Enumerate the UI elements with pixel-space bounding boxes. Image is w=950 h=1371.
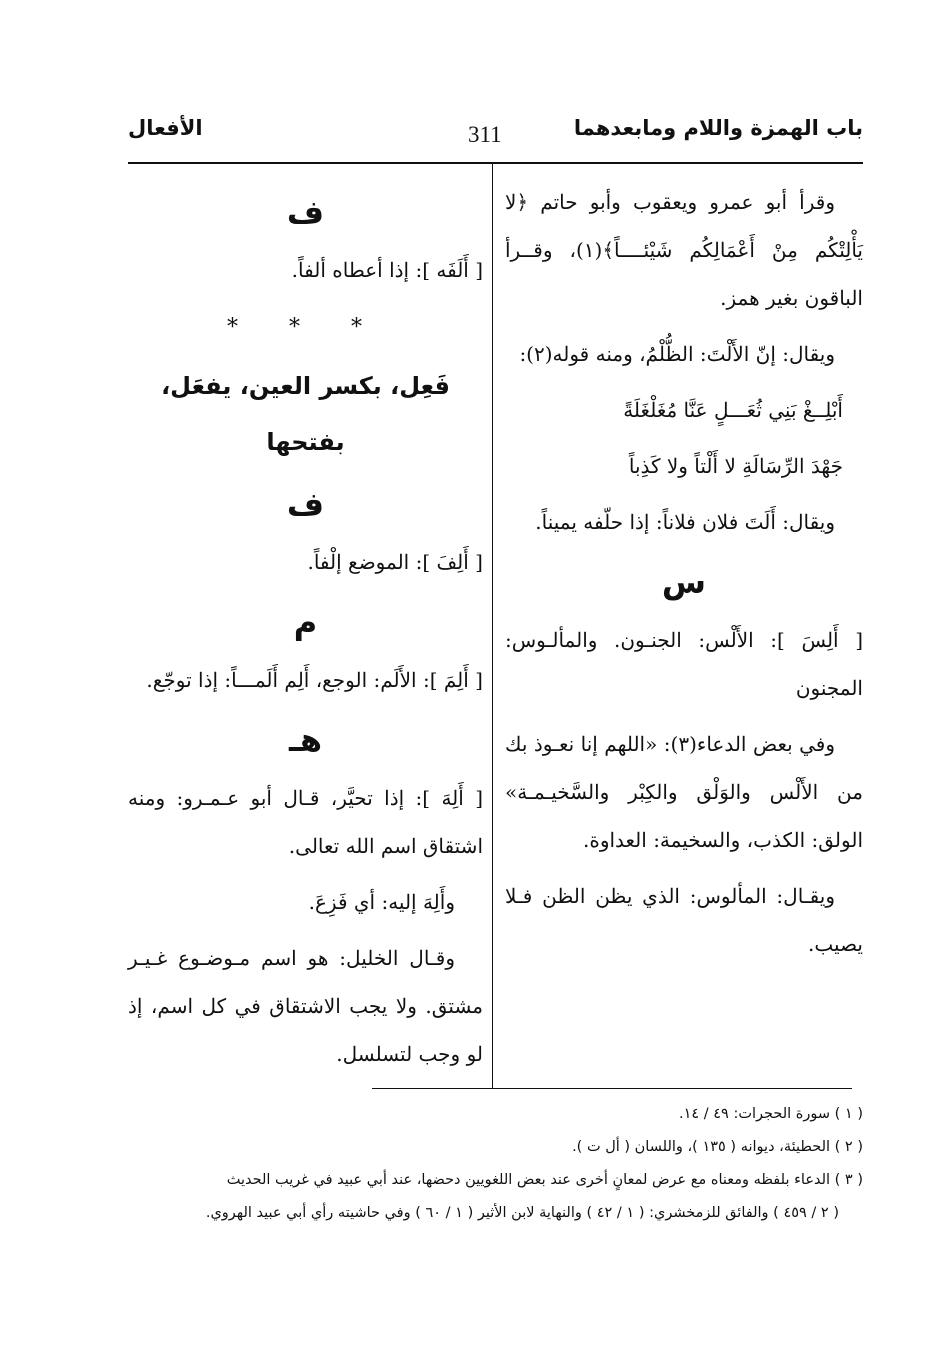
footnote-2: ( ٢ ) الحطيئة، ديوانه ( ١٣٥ )، واللسان ( أل ت ). [572,1139,863,1155]
footnotes [128,1098,863,1230]
entry-alafahu: [ أَلَفَه ]: إذا أعطاه ألفاً. [291,258,483,282]
letter-heading-sin: س [661,563,707,601]
entry-aliha: [ أَلِهَ ]: إذا تحيَّر، قـال أبو عـمـرو: ومنه اشتقاق اسم الله تعالى. [128,786,483,858]
section-separator-stars: * * * [227,315,384,340]
left-column [128,178,483,1086]
letter-heading-ha: هـ [288,721,323,759]
paragraph-maalus: ويقـال: المألوس: الذي يظن الظن فـلا يصيب. [505,884,863,956]
entry-alifa: [ أَلِفَ ]: الموضع إلْفاً. [307,550,483,574]
header-rule [128,162,863,164]
footnote-3: ( ٣ ) الدعاء بلفظه ومعناه مع عرض لمعانٍ أخرى عند بعض اللغويين دحضها، عند أبي عبيد في غريب الحديث [226,1172,863,1188]
paragraph-khalil: وقـال الخليل: هو اسم مـوضـوع غـيـر مشتق. ولا يجب الاشتقاق في كل اسم، إذ لو وجب لتسلسل. [128,946,483,1066]
entry-alima: [ أَلِمَ ]: الأَلَم: الوجع، أَلِم أَلَمـــاً: إذا توجّع. [146,668,483,692]
footnote-3-continuation: ( ٢ / ٤٥٩ ) والفائق للزمخشري: ( ١ / ٤٢ ) والنهاية لابن الأثير ( ١ / ٦٠ ) وفي حاشيته رأي أبي عبيد الهروي. [205,1205,839,1221]
chapter-title: باب الهمزة واللام ومابعدهما [573,116,863,140]
section-running-title: الأفعال [128,116,203,140]
paragraph-alata: ويقال: أَلَتَ فلان فلاناً: إذا حلّفه يميناً. [535,510,835,534]
footnote-1: ( ١ ) سورة الحجرات: ٤٩ / ١٤. [678,1106,863,1122]
paragraph-alt: ويقال: إنّ الأَلْتَ: الظُّلْمُ، ومنه قوله(٢): [519,342,835,366]
verse-line-1: أَبْلِــغْ بَنِي ثُعَـــلٍ عَنَّا مُغَلْغَلَةً [623,398,843,422]
section-title-faila: فَعِل، بكسر العين، يفعَل، بفتحها [161,372,450,456]
verse-line-2: جَهْدَ الرِّسَالَةِ لا أَلْتاً ولا كَذِباً [628,454,843,478]
letter-heading-fa: ف [286,193,325,231]
entry-alis: [ أَلِسَ ]: الأَلْس: الجنـون. والمألـوس: المجنون [505,628,863,700]
page-header [128,112,863,162]
paragraph-dua: وفي بعض الدعاء(٣): «اللهم إنا نعـوذ بك من الأَلْس والوَلْق والكِبْر والسَّخيـمـة» الولق: الكذب، والسخيمة: العداوة. [505,732,863,852]
right-column [505,178,863,976]
paragraph-faza: وأَلِهَ إليه: أي فَزِعَ. [308,890,455,914]
letter-heading-mim: م [293,603,318,641]
footnote-rule [372,1088,852,1089]
paragraph-reading: وقرأ أبو عمرو ويعقوب وأبو حاتم ﴿لا يَأْلِتْكُم مِنْ أَعْمَالِكُم شَيْئــــاً﴾(١)، وقــرأ الباقون بغير همز. [505,190,863,310]
letter-heading-fa-2: ف [286,485,325,523]
page-number: 311 [468,122,502,147]
column-divider [492,163,493,1088]
